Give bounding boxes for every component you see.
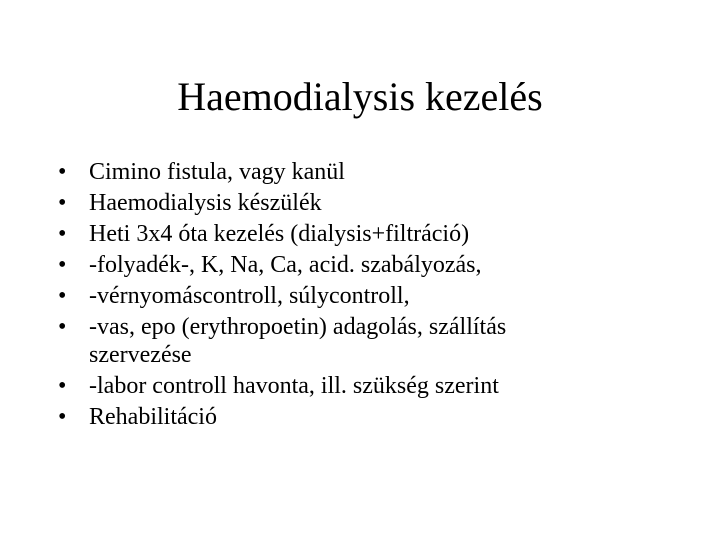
list-item-text: -vérnyomáscontroll, súlycontroll, bbox=[89, 283, 410, 309]
list-item-text: Rehabilitáció bbox=[89, 404, 217, 430]
list-item-text: -folyadék-, K, Na, Ca, acid. szabályozás, bbox=[89, 252, 482, 278]
bullet-icon: • bbox=[58, 221, 67, 247]
list-item-text: Cimino fistula, vagy kanül bbox=[89, 159, 345, 185]
bullet-icon: • bbox=[58, 373, 67, 399]
list-item bbox=[58, 282, 658, 310]
slide-title: Haemodialysis kezelés bbox=[177, 74, 543, 119]
bullet-icon: • bbox=[58, 283, 67, 309]
bullet-icon: • bbox=[58, 252, 67, 278]
list-item bbox=[58, 189, 658, 217]
bullet-icon: • bbox=[58, 314, 67, 340]
list-item-text: Haemodialysis készülék bbox=[89, 190, 322, 216]
list-item-text: -labor controll havonta, ill. szükség szerint bbox=[89, 373, 499, 399]
bullet-icon: • bbox=[58, 404, 67, 430]
list-item bbox=[58, 403, 658, 431]
list-item bbox=[58, 251, 658, 279]
list-item-text-continuation: szervezése bbox=[89, 342, 192, 368]
list-item bbox=[58, 372, 658, 400]
list-item-text: Heti 3x4 óta kezelés (dialysis+filtráció) bbox=[89, 221, 470, 247]
list-item bbox=[58, 220, 658, 248]
bullet-icon: • bbox=[58, 159, 67, 185]
bullet-icon: • bbox=[58, 190, 67, 216]
bullet-list bbox=[58, 158, 658, 434]
list-item bbox=[58, 313, 658, 369]
list-item-text: -vas, epo (erythropoetin) adagolás, szállítás bbox=[89, 314, 507, 340]
list-item bbox=[58, 158, 658, 186]
